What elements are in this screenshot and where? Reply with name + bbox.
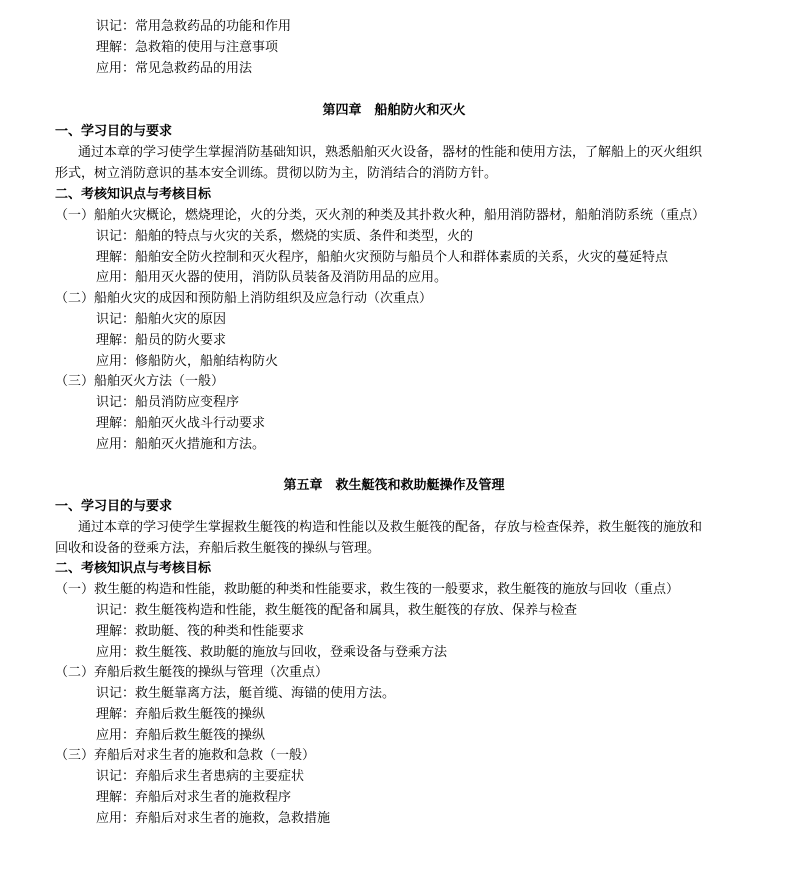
chapter-5-title: 第五章 救生艇筏和救助艇操作及管理 — [283, 478, 505, 493]
ch4-purpose-line1: 通过本章的学习使学生掌握消防基础知识，熟悉船舶灭火设备，器材的性能和使用方法，了解船上的灭火组织 — [78, 145, 703, 160]
ch5-purpose-line1: 通过本章的学习使学生掌握救生艇筏的构造和性能以及救生艇筏的配备，存放与检查保养，救生艇筏的施放和 — [78, 520, 703, 535]
prev-memorize: 识记：常用急救药品的功能和作用 — [96, 19, 292, 34]
ch4-item1-understand: 理解：船舶安全防火控制和灭火程序，船舶火灾预防与船员个人和群体素质的关系，火灾的蔓延特点 — [96, 250, 669, 265]
ch4-purpose-heading: 一、学习目的与要求 — [55, 124, 173, 139]
ch5-points-heading: 二、考核知识点与考核目标 — [55, 561, 212, 576]
ch4-item3-understand: 理解：船舶灭火战斗行动要求 — [96, 416, 266, 431]
ch5-item2-title: （二）弃船后救生艇筏的操纵与管理（次重点） — [55, 665, 329, 680]
ch5-item3-memorize: 识记：弃船后求生者患病的主要症状 — [96, 769, 305, 784]
ch4-item2-title: （二）船舶火灾的成因和预防船上消防组织及应急行动（次重点） — [55, 291, 433, 306]
ch4-item1-memorize: 识记：船舶的特点与火灾的关系，燃烧的实质、条件和类型，火的 — [96, 229, 474, 244]
ch4-item2-understand: 理解：船员的防火要求 — [96, 333, 227, 348]
chapter-4-title: 第四章 船舶防火和灭火 — [322, 103, 466, 118]
ch5-item2-understand: 理解：弃船后救生艇筏的操纵 — [96, 707, 266, 722]
ch4-item3-apply: 应用：船舶灭火措施和方法。 — [96, 437, 266, 452]
ch5-purpose-line2: 回收和设备的登乘方法，弃船后救生艇筏的操纵与管理。 — [55, 541, 381, 556]
ch4-item3-memorize: 识记：船员消防应变程序 — [96, 395, 240, 410]
ch4-item2-memorize: 识记：船舶火灾的原因 — [96, 312, 227, 327]
ch5-item1-apply: 应用：救生艇筏、救助艇的施放与回收，登乘设备与登乘方法 — [96, 645, 448, 660]
prev-apply: 应用：常见急救药品的用法 — [96, 61, 253, 76]
ch5-item1-memorize: 识记：救生艇筏构造和性能，救生艇筏的配备和属具，救生艇筏的存放、保养与检查 — [96, 603, 578, 618]
ch5-item2-memorize: 识记：救生艇靠离方法，艇首缆、海锚的使用方法。 — [96, 686, 396, 701]
ch5-purpose-heading: 一、学习目的与要求 — [55, 499, 173, 514]
ch4-points-heading: 二、考核知识点与考核目标 — [55, 187, 212, 202]
ch4-purpose-line2: 形式，树立消防意识的基本安全训练。贯彻以防为主，防消结合的消防方针。 — [55, 166, 498, 181]
ch4-item1-title: （一）船舶火灾概论，燃烧理论，火的分类，灭火剂的种类及其扑救火种，船用消防器材，船舶消防系统（重点） — [55, 208, 706, 223]
prev-understand: 理解：急救箱的使用与注意事项 — [96, 40, 279, 55]
ch5-item3-title: （三）弃船后对求生者的施救和急救（一般） — [55, 748, 316, 763]
ch5-item3-understand: 理解：弃船后对求生者的施救程序 — [96, 790, 292, 805]
ch5-item1-understand: 理解：救助艇、筏的种类和性能要求 — [96, 624, 305, 639]
ch4-item1-apply: 应用：船用灭火器的使用，消防队员装备及消防用品的应用。 — [96, 270, 448, 285]
ch4-item2-apply: 应用：修船防火，船舶结构防火 — [96, 354, 279, 369]
ch4-item3-title: （三）船舶灭火方法（一般） — [55, 374, 225, 389]
ch5-item1-title: （一）救生艇的构造和性能，救助艇的种类和性能要求，救生筏的一般要求，救生艇筏的施放与回收（重点） — [55, 582, 680, 597]
ch5-item3-apply: 应用：弃船后对求生者的施救，急救措施 — [96, 811, 331, 826]
ch5-item2-apply: 应用：弃船后救生艇筏的操纵 — [96, 728, 266, 743]
